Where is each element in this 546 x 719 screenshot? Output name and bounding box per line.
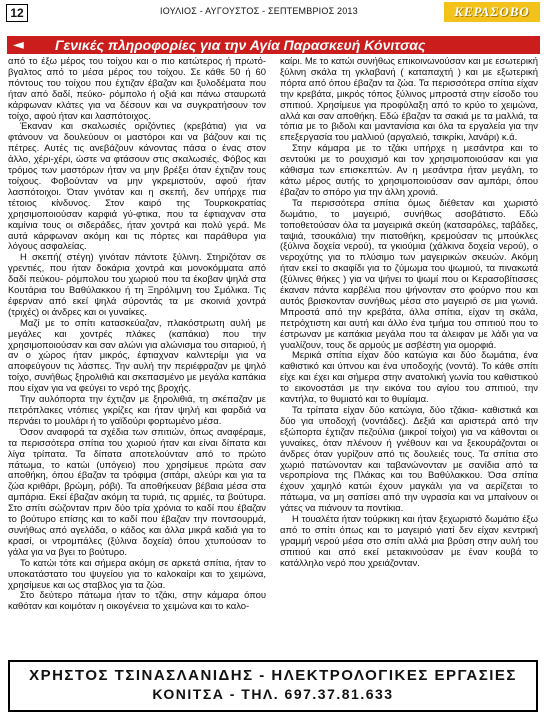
paragraph: Μερικά σπίτια είχαν δύο κατώγια και δύο δωμάτια, ένα καθιστικό και ύπνου και ένα υποδοχής (νοντά). Το κάθε σπίτι είχε και έχει και σήμερα στην ανατολική γωνία του καθιστικού το εικονοστάσι με την εικόνα του αγίου του σπιτιού, την καντήλα, το θυμιατό και το θυμίαμα. — [280, 350, 538, 406]
paragraph: Η τουαλέτα ήταν τούρκικη και ήταν ξεχωριστό δωμάτιο έξω από το σπίτι όπως και το μαγειριό γιατί δεν είχαν κεντρική γραμμή νερού μέσα στο σπίτι αλλά μια βρύση στην αυλή του σπιτιού και από εκεί μετακινούσαν με έναν κουβά το κατάλληλο νερό που χρειάζονταν. — [280, 514, 538, 569]
paragraph: καίρι. Με το κατώι συνήθως επικοινωνούσαν και με εσωτερική ξύλινη σκάλα τη γκλαβανή ( καταπαχτή ) και με εξωτερική πόρτα από όπου έβαζαν τα ζώα. Τα περισσότερα σπίτια είχαν την κρεβάτα, μικρός τόπος ξύλινος μπροστά στην είσοδο του σπιτιού. Χρησίμευε για προφύλαξη από το κρύο το χειμώνα, αλλά και σαν αποθήκη. Εδώ έβαζαν τα σακιά με τα μαλλιά, τα τόπια με το βιδολι και μαντανίσια και όλα τα εργαλεία για την επεξεργασία του μαλλιού (αργαλειό, τσικρίκι, λανάρι) κ.ά. — [280, 57, 538, 144]
arrow-left-icon: ◄ — [13, 37, 24, 53]
page-number: 12 — [6, 4, 28, 22]
paragraph: Όσον αναφορά τα σχέδια των σπιτιών, όπως αναφέραμε, τα περισσότερα σπίτια του χωριού ήταν και είναι δίπατα και λίγα τρίπατα. Τα δίπατα αποτελούνταν από το πρώτο πάτωμα, το κατώι (υπόγειο) που χρησίμευε πρώτα σαν αποθήκη, όπου έβαζαν τα τρόφιμα (σιτάρι, αλεύρι και για τα ζώα κριθάρι, βρώμη, ρόβι). Τα αποθήκευαν βέβαια μέσα στα αμπάρια. Εκεί έβαζαν ακόμη τα τυριά, τις αρμιές, τα βούτυρα. Στο σπίτι σώζονταν πριν δύο τρία χρόνια το καδί που έβαζαν το βούτυρο επίσης και το καδί που έβαζαν την ποντσουρμά, συνήθως από αγελάδα, ο κάδος και άλλα μικρά καδιά για το κρασί, οι ντρομπάλες (ξύλινα δοχεία) όπου χτυπούσαν το γάλα για να βγει το βούτυρο. — [8, 426, 266, 558]
issue-date: ΙΟΥΛΙΟΣ - ΑΥΓΟΥΣΤΟΣ - ΣΕΠΤΕΜΒΡΙΟΣ 2013 — [160, 6, 358, 16]
advertiser-name: ΧΡΗΣΤΟΣ ΤΣΙΝΑΣΛΑΝΙΔΗΣ - ΗΛΕΚΤΡΟΛΟΓΙΚΕΣ ΕΡΓΑΣΙΕΣ — [29, 667, 517, 684]
paragraph: Μαζί με το σπίτι κατασκεύαζαν, πλακόστρωτη αυλή με μεγάλες και χοντρές πλάκες (καπάκια) που την χρησιμοποιούσαν και σαν αλώνι για αλώνισμα του σιταριού, ή αν ο χώρος ήταν μικρός, έφτιαχναν καλντερίμι για να αποφεύγουν τις λάσπες. Την αυλή την περιέφραζαν με ψηλό τοίχο, συνήθως ξηρολιθιά και σκεπασμένο με μεγάλα καπάκια που είχαν για να φεύγει το νερό της βροχής. — [8, 317, 266, 395]
paragraph: Η σκεπή( στέγη) γινόταν πάντοτε ξύλινη. Στηριζόταν σε γρεντιές, που ήταν δοκάρια χοντρά και μονοκόμματα από δαδί πεύκου- ρόμπολου του χωριού που τα έκοβαν ψηλά στα Κουτάρια του Βαθύλακκου ή τη Ξηρόλιμνη του Σμόλικα. Τις έφερναν από εκεί ψηλά σύροντάς τα με σκοινιά χοντρά (τριχές) οι άνδρες και οι γυναίκες. — [8, 252, 266, 318]
paragraph: Τα τρίπατα είχαν δύο κατώγια, δύο τζάκια- καθιστικά και δύο για υποδοχή (νοντάδες). Δεξιά και αριστερά από την εξώπορτα έχτιζαν πεζούλια (μικροί τοίχοι) για να κάθονται οι γυναίκες, όταν πλένουν ή γνέθουν και να ξεκουράζονται οι άνδρες όταν γυρίζουν από τις δουλειές τους. Τα σπίτια στο χωριό πατώνονταν και ταβανώνονταν με σανίδια από τα νεροπρίονα της Πλάκας και του Βαθύλακκου. Όσα σπίτια έχουν χαμηλό κατώι έχουν μαγκάλι για να αερίζεται το πάτωμα, να μη σαπίσει από την υγρασία και να μπαίνουν οι γάτες να πιάνουν τα ποντίκια. — [280, 405, 538, 515]
page-header — [0, 0, 546, 26]
newspaper-logo: ΚΕΡΑΣΟΒΟ — [444, 2, 540, 22]
right-column — [280, 57, 538, 655]
article-title-banner — [7, 36, 540, 54]
paragraph: Στο δεύτερο πάτωμα ήταν το τζάκι, στην κάμαρα όπου καθόταν και κοιμόταν η οικογένεια το χειμώνα και το καλο- — [8, 590, 266, 613]
advertisement-box — [8, 660, 538, 712]
article-title: Γενικές πληροφορίες για την Αγία Παρασκευή Κόνιτσας — [55, 37, 426, 53]
article-body — [8, 57, 538, 655]
advertiser-contact: ΚΟΝΙΤΣΑ - ΤΗΛ. 697.37.81.633 — [152, 686, 394, 702]
paragraph: Το κατώι τότε και σήμερα ακόμη σε αρκετά σπίτια, ήταν το υποκατάστατο του ψυγείου για το καλοκαίρι και το χειμώνα, χρησίμευε και ως σταβλος για τα ζώα. — [8, 557, 266, 591]
paragraph: Την αυλόπορτα την έχτιζαν με ξηρολιθιά, τη σκέπαζαν με πετρόπλακες ντόπιες γκρίζες και ήταν ψηλή και φαρδιά να περνάει το μουλάρι ή το γαϊδούρι φορτωμένο μέσα. — [8, 394, 266, 427]
left-column — [8, 57, 266, 655]
paragraph: από το έξω μέρος του τοίχου και ο πιο κατώτερος ή πρωτό-βγαλτος από το μέσα μέρος του τοίχου. Σε κάθε 50 ή 60 πόντους του τοίχου που έχτιζαν έβαζαν και ξυλοδέματα που ήταν από δαδί, πεύκο- ρόμπολο ή οξιά και πάνω σταυρωτά κάρφωναν κλάτες για να δέσουν και να συγκρατήσουν τον τοίχο, αφού ήταν και λασπότοιχος. — [8, 57, 266, 122]
paragraph: Στην κάμαρα με το τζάκι υπήρχε η μεσάντρα και το σεντούκι με το ρουχισμό και τον χρησιμοποιούσαν και για κάθισμα των επισκεπτών. Αν η μεσάντρα ήταν μεγάλη, το κάτω μέρος αυτής το χρησιμοποιούσαν σαν αμπάρι, όπου έβαζαν το σπόρο για την άλλη χρονιά. — [280, 143, 538, 198]
paragraph: Έκαναν και σκαλωσιές οριζόντιες (κρεβάτια) για να φτάνουν να δουλεύουν οι μαστόροι και να βάζουν και τις πέτρες. Αυτές τις ανεβάζουν κάνοντας πάσα ο ένας στον άλλο, χέρι-χέρι, ώστε να φτάσουν στις σκαλωσιές. Φόβος και τρόμος των μαστόρων ήταν να μην βρέξει όταν έχτιζαν τους τοίχους. Φοβούνταν να μην γκρεμιστούν, αφού ήταν λασπότοιχοι. Όταν γινόταν και η σκεπή, δεν υπήρχε πια τέτοιος κίνδυνος. Στον καιρό της Τουρκοκρατίας χρησιμοποιούσαν καρφιά γύ-φτικα, που τα έφτιαχναν στα καμίνια τους οι σιδεράδες, ήταν χοντρά και πολύ γερά. Με αυτά κάρφωναν ακόμη και τις πόρτες και παράθυρα για λόγους ασφαλείας. — [8, 121, 266, 253]
paragraph: Τα περισσότερα σπίτια όμως διέθεταν και χωριστό δωμάτιο, το μαγειριό, συνήθως ασοβάτιστο. Εδώ τοποθετούσαν όλα τα μαγειρικά σκεύη (κατσαρόλες, ταβάδες, ταψιά, τσουκάλια) την πιατοθήκη, κρεμούσαν τις μπούκλες (ξύλινα δοχεία νερού), τα γκιούμια (χάλκινα δοχεία νερού), ο νεροχύτης για το πλύσιμο των μαγειρικών σκευών. Ακόμη ήταν εκεί το σκαφίδι για το ζύμωμα του ψωμιού, τα πινακωτά (ξύλινες θήκες ) για να ψήνει το ψωμί που οι Κερασοβίτισσες έκαναν πάντα καρβέλια που ψήνονταν στο φούρνο που και αυτός βρισκονταν συνήθως μέσα στο μαγειριό σε μια γωνιά. Μπροστά από την κρεβάτα, άλλα σπίτια, είχαν τη σκάλα, πετρόχτιστη και αυτή και άλλο ένα τμήμα του σπιτιού που το έστρωναν με καπάκια μεγάλα που τα άλειφαν με λάδι για να γυαλίζουν, τους δε αρμούς με ασβέστη για ομορφιά. — [280, 197, 538, 351]
